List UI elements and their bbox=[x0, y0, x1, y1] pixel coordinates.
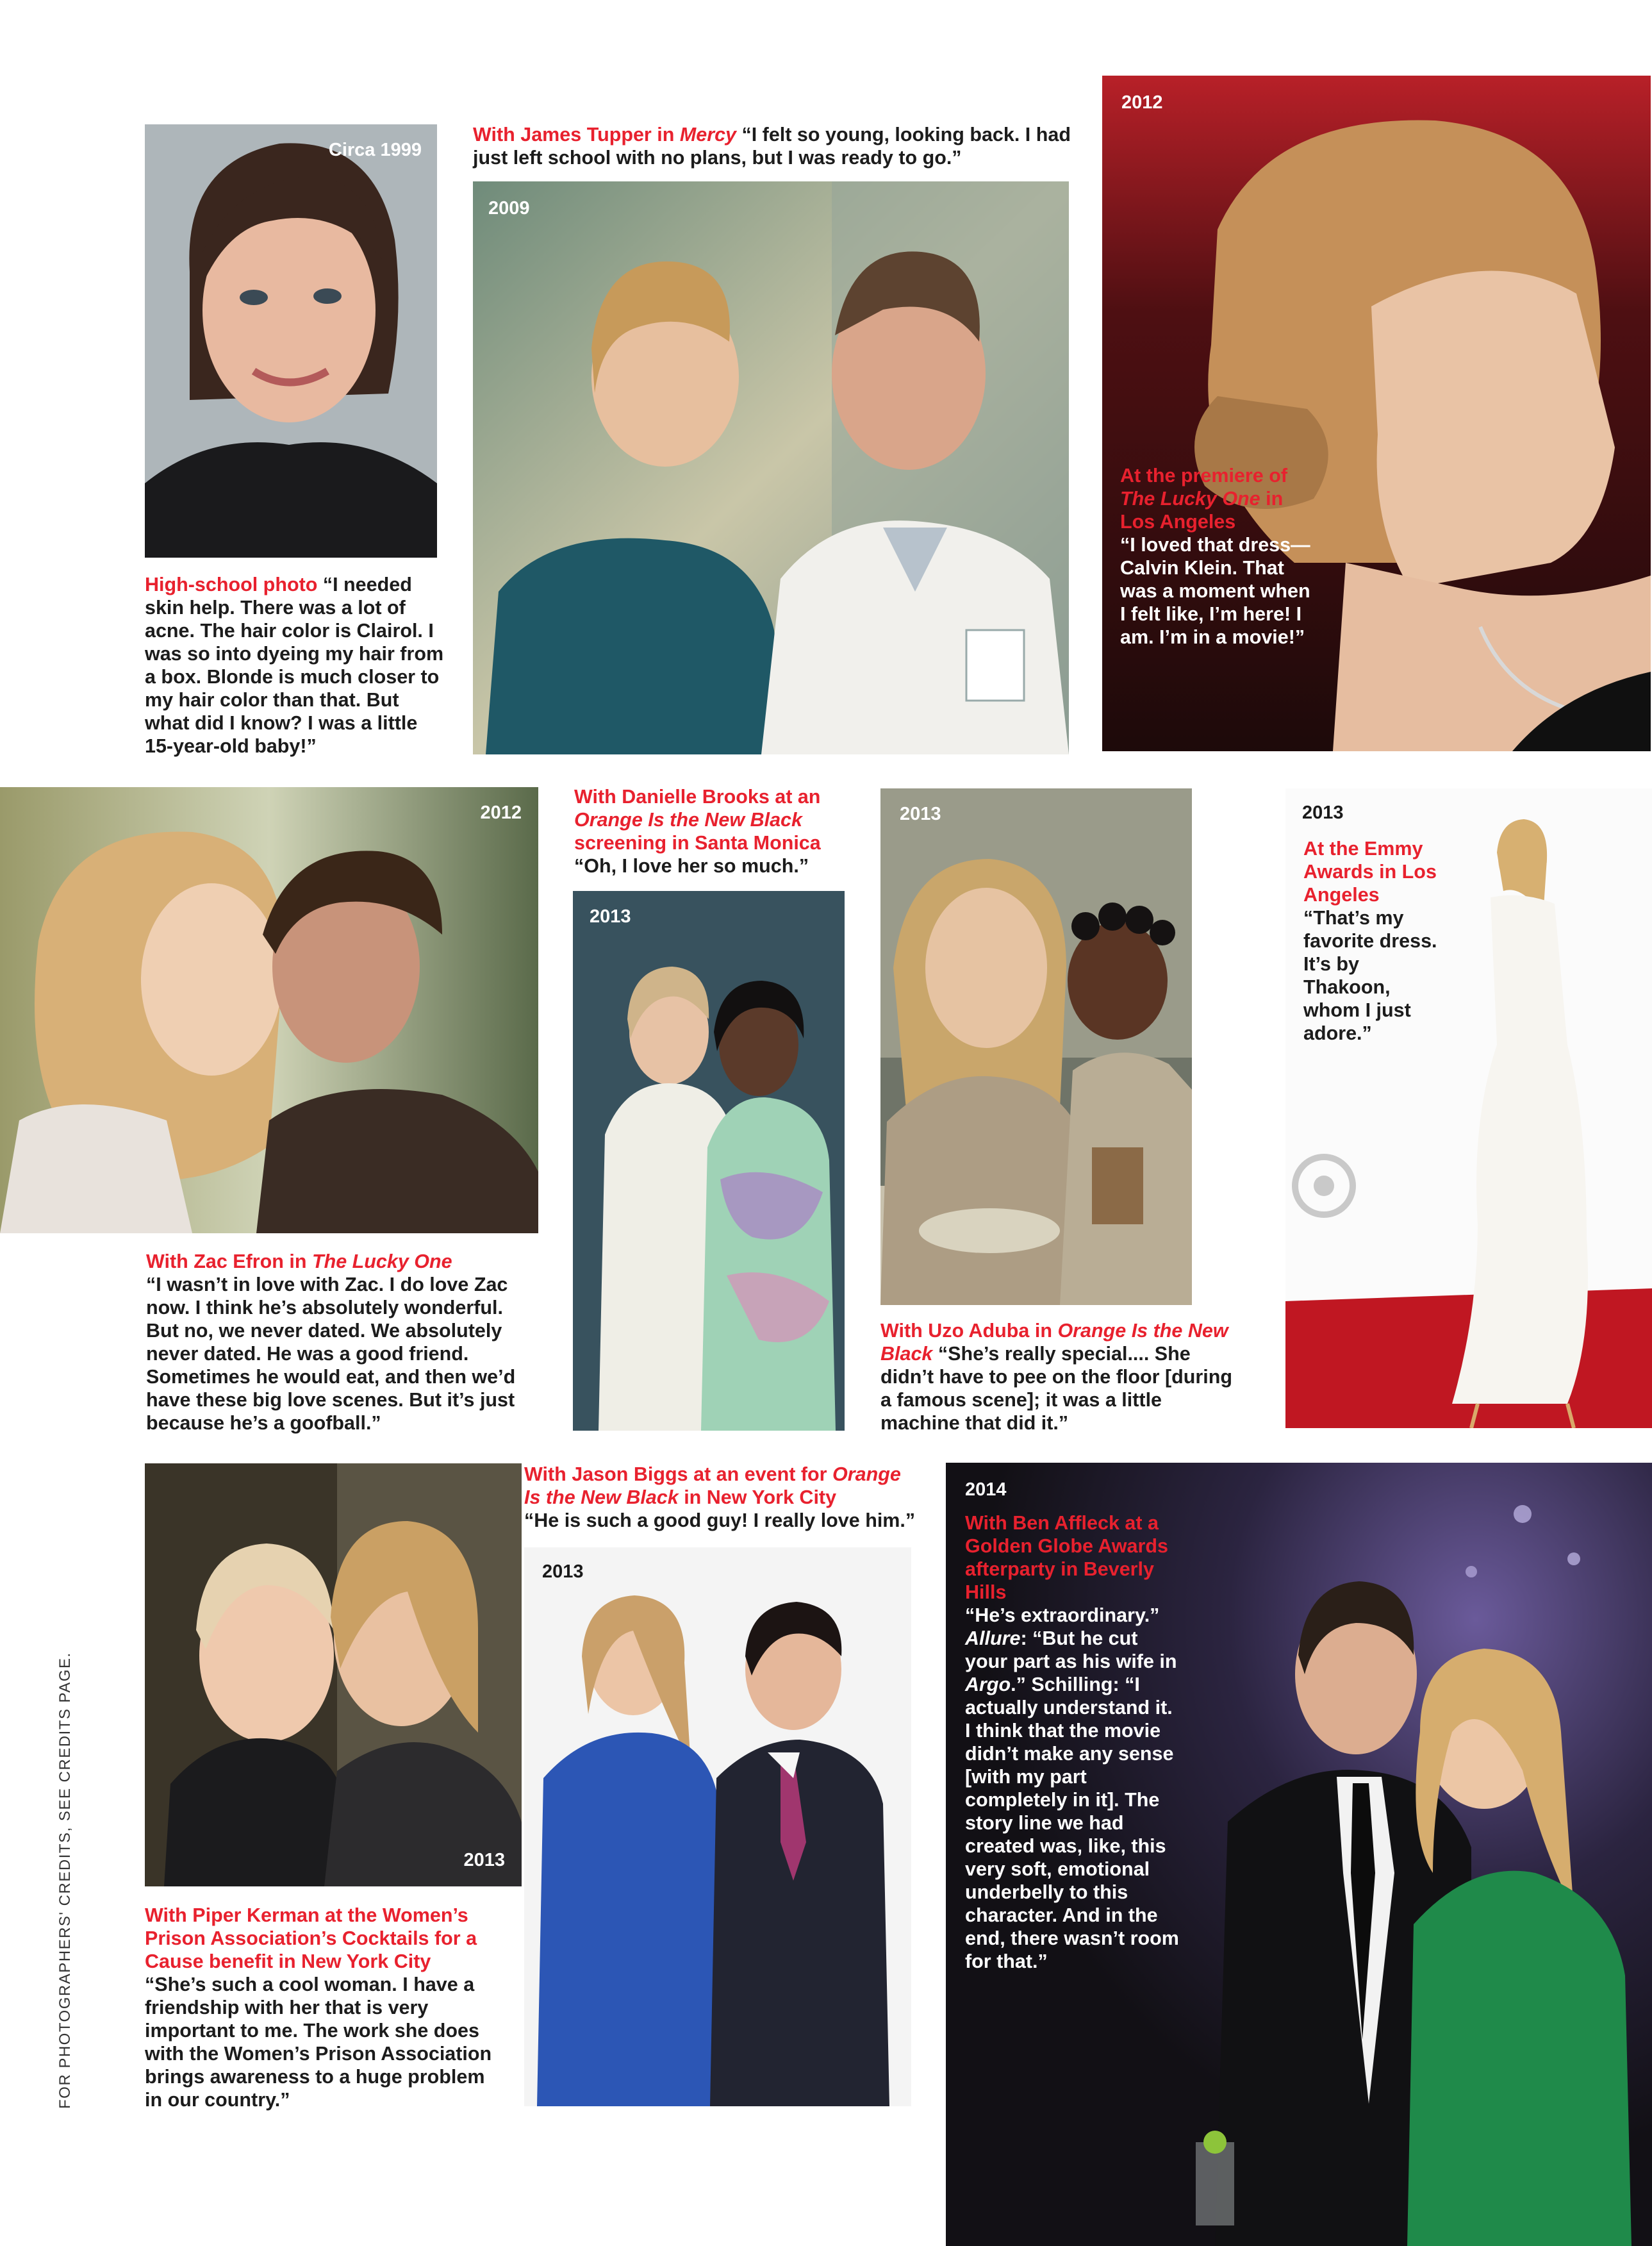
caption-heading-italic: Orange Is the New Black bbox=[880, 1320, 1228, 1365]
photo-year-label: 2013 bbox=[1302, 803, 1344, 823]
caption-body-italic: Allure bbox=[965, 1627, 1021, 1649]
caption-body: “He is such a good guy! I really love him.” bbox=[524, 1510, 916, 1531]
photo-year-label: 2013 bbox=[900, 804, 941, 824]
caption-uzo-aduba bbox=[880, 1319, 1239, 1435]
caption-body-end: .” Schilling: “I actually understand it. I think that the movie didn’t make any sense [with my part completely in it]. The story line we had created was, like, this very soft, emotional underbelly to this character. And in the end, there wasn’t room for that.” bbox=[965, 1674, 1179, 1972]
caption-heading-italic: Mercy bbox=[679, 124, 737, 146]
photo-year-label: 2012 bbox=[480, 803, 522, 823]
caption-heading: With Zac Efron in bbox=[146, 1251, 312, 1272]
caption-heading-end: in Los Angeles bbox=[1120, 488, 1284, 533]
caption-heading: With Piper Kerman at the Women’s Prison Association’s Cocktails for a Cause benefit in New York City bbox=[145, 1904, 477, 1972]
photo-mercy bbox=[473, 181, 1069, 754]
caption-mercy bbox=[473, 123, 1075, 169]
caption-premiere bbox=[1120, 464, 1312, 649]
photo-year-label: Circa 1999 bbox=[328, 140, 422, 160]
uzo-aduba-scene bbox=[880, 788, 1192, 1305]
caption-body: “Oh, I love her so much.” bbox=[574, 855, 809, 877]
caption-heading: With James Tupper in bbox=[473, 124, 680, 146]
caption-piper-kerman bbox=[145, 1904, 504, 2111]
photo-lucky-one bbox=[0, 787, 538, 1233]
caption-heading-italic: Orange Is the New Black bbox=[574, 809, 802, 831]
caption-danielle-brooks bbox=[574, 785, 856, 878]
caption-emmys bbox=[1303, 837, 1438, 1045]
photo-year-label: 2009 bbox=[488, 198, 530, 219]
caption-body: “That’s my favorite dress. It’s by Thakoon, whom I just adore.” bbox=[1303, 907, 1437, 1044]
caption-heading-end: in New York City bbox=[678, 1486, 837, 1508]
caption-body: “I loved that dress—Calvin Klein. That was a moment when I felt like, I’m here! I am. I’m in a movie!” bbox=[1120, 534, 1310, 648]
photo-premiere bbox=[1102, 76, 1651, 751]
premiere-profile bbox=[1102, 76, 1651, 751]
photo-credits-text: FOR PHOTOGRAPHERS' CREDITS, SEE CREDITS PAGE. bbox=[56, 1652, 74, 2109]
caption-heading: With Uzo Aduba in bbox=[880, 1320, 1058, 1342]
mercy-scene bbox=[473, 181, 1069, 754]
caption-high-school bbox=[145, 573, 446, 758]
photo-year-label: 2014 bbox=[965, 1479, 1007, 1500]
photo-danielle-brooks bbox=[573, 891, 845, 1431]
photo-jason-biggs bbox=[524, 1547, 911, 2106]
caption-ben-affleck bbox=[965, 1511, 1183, 1973]
caption-heading: With Jason Biggs at an event for bbox=[524, 1463, 833, 1485]
caption-heading: At the premiere of bbox=[1120, 465, 1287, 487]
photo-credits-note bbox=[56, 1652, 76, 2109]
photo-year-label: 2012 bbox=[1121, 92, 1163, 113]
caption-body-cont: : “But he cut your part as his wife in bbox=[965, 1627, 1177, 1672]
lucky-one-scene bbox=[0, 787, 538, 1233]
caption-lucky-one bbox=[146, 1250, 531, 1435]
jason-biggs-scene bbox=[524, 1547, 911, 2106]
photo-year-label: 2013 bbox=[590, 906, 631, 927]
caption-heading-italic: The Lucky One bbox=[311, 1251, 452, 1272]
piper-kerman-scene bbox=[145, 1463, 522, 1886]
photo-high-school bbox=[145, 124, 437, 558]
caption-body: “She’s such a cool woman. I have a friendship with her that is very important to me. The work she does with the Women’s Prison Association brings awareness to a huge problem in our country.” bbox=[145, 1974, 492, 2111]
caption-jason-biggs bbox=[524, 1463, 921, 1532]
caption-heading-end: screening in Santa Monica bbox=[574, 832, 821, 854]
photo-year-label: 2013 bbox=[463, 1850, 505, 1870]
caption-heading: High-school photo bbox=[145, 574, 318, 595]
caption-heading-italic: The Lucky One bbox=[1120, 488, 1260, 510]
caption-body: “I needed skin help. There was a lot of acne. The hair color is Clairol. I was so into dyeing my hair from a box. Blonde is much closer to my hair color than that. But what did I know? I was a little 15-year-old baby!” bbox=[145, 574, 444, 757]
caption-heading: At the Emmy Awards in Los Angeles bbox=[1303, 838, 1437, 906]
danielle-brooks-scene bbox=[573, 891, 845, 1431]
caption-heading: With Danielle Brooks at an bbox=[574, 786, 821, 808]
caption-body-italic-2: Argo bbox=[965, 1674, 1011, 1695]
high-school-portrait bbox=[145, 124, 437, 558]
caption-heading: With Ben Affleck at a Golden Globe Awards afterparty in Beverly Hills bbox=[965, 1512, 1168, 1603]
photo-uzo-aduba bbox=[880, 788, 1192, 1305]
photo-year-label: 2013 bbox=[542, 1561, 584, 1582]
caption-heading-italic: Orange Is the New Black bbox=[524, 1463, 901, 1508]
caption-body: “I wasn’t in love with Zac. I do love Zac now. I think he’s absolutely wonderful. But no, we never dated. We absolutely never dated. He was a good friend. Sometimes he would eat, and then we’d have these big love scenes. But it’s just because he’s a goofball.” bbox=[146, 1274, 516, 1434]
caption-body: “She’s really special.... She didn’t have to pee on the floor [during a famous scene]; it was a little machine that did it.” bbox=[880, 1343, 1232, 1434]
photo-piper-kerman bbox=[145, 1463, 522, 1886]
caption-body: “He’s extraordinary.” bbox=[965, 1604, 1160, 1626]
caption-body: “I felt so young, looking back. I had just left school with no plans, but I was ready to go.” bbox=[473, 124, 1071, 169]
